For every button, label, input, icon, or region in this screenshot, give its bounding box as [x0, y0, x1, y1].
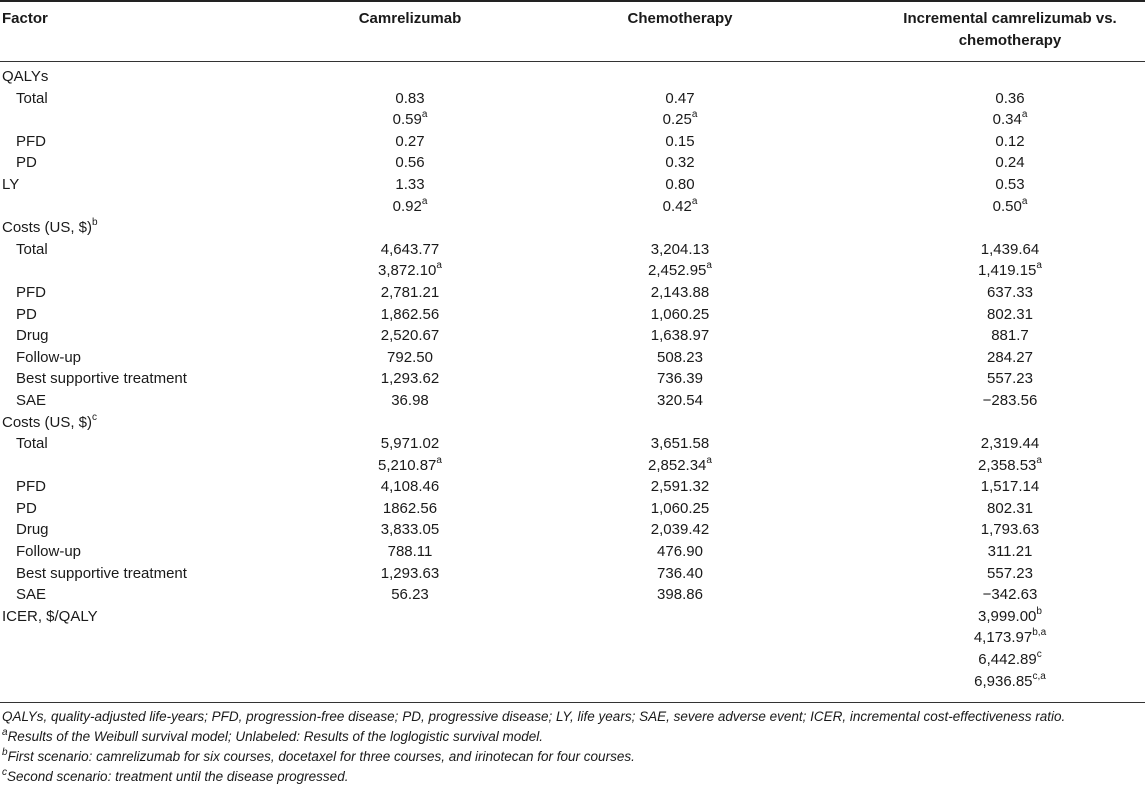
camrelizumab-value: 3,833.05	[380, 521, 440, 539]
table-row	[0, 196, 1145, 218]
chemotherapy-value: 508.23	[657, 348, 703, 366]
table-row	[0, 174, 1145, 196]
footnote-marker: a	[1036, 454, 1042, 466]
incremental-value: 881.7	[991, 327, 1029, 345]
row-label: PD	[16, 305, 37, 323]
table-row	[0, 325, 1145, 347]
table-row	[0, 260, 1145, 282]
incremental-value: 1,517.14	[980, 478, 1040, 496]
row-label: Drug	[16, 327, 49, 345]
footnote-marker: b	[2, 746, 8, 758]
chemotherapy-value: 736.40	[657, 564, 703, 582]
table-row	[0, 433, 1145, 455]
row-label: Best supportive treatment	[16, 370, 187, 388]
table-header	[0, 0, 1145, 61]
chemotherapy-value: 0.25$^a$	[662, 109, 698, 129]
bottom-rule	[0, 702, 1145, 703]
incremental-value: 557.23	[987, 370, 1033, 388]
footnote-line: QALYs, quality-adjusted life-years; PFD, progression-free disease; PD, progressive disease; LY, life years; SAE, severe adverse event; ICER, incremental cost-effectiveness ratio.	[2, 709, 1066, 724]
camrelizumab-value: 0.59$^a$	[392, 109, 428, 129]
footnote-marker: b,a	[1032, 627, 1047, 639]
row-label: LY	[2, 175, 20, 193]
row-label: Best supportive treatment	[16, 564, 187, 582]
table-row	[0, 584, 1145, 606]
header-incremental-line1: Incremental camrelizumab vs.	[903, 10, 1117, 27]
table-footnotes	[2, 707, 1145, 787]
header-factor: Factor	[2, 10, 48, 27]
table-row	[0, 498, 1145, 520]
table-row	[0, 606, 1145, 628]
footnote-marker: a	[2, 726, 8, 738]
footnote-marker: b	[1036, 605, 1042, 617]
chemotherapy-value: 0.32	[665, 154, 695, 172]
table-row	[0, 66, 1145, 88]
footnote-marker: a	[691, 109, 698, 121]
camrelizumab-value: 5,971.02	[380, 435, 440, 453]
footnote-marker: a	[1021, 195, 1028, 207]
incremental-value: 4,173.97$^{b,a}$	[973, 627, 1047, 647]
footnote-marker: a	[1021, 109, 1028, 121]
incremental-value: 802.31	[987, 305, 1033, 323]
camrelizumab-value: 1862.56	[382, 499, 438, 517]
chemotherapy-value: 476.90	[657, 543, 703, 561]
table-row	[0, 217, 1145, 239]
incremental-value: 0.24	[995, 154, 1025, 172]
chemotherapy-value: 2,591.32	[650, 478, 710, 496]
row-label: ICER, $/QALY	[2, 607, 98, 625]
camrelizumab-value: 788.11	[387, 543, 433, 561]
footnote-marker: a	[691, 195, 698, 207]
chemotherapy-value: 0.15	[665, 132, 695, 150]
row-label: PFD	[16, 283, 46, 301]
incremental-value: 0.53	[995, 175, 1025, 193]
row-label: Total	[16, 435, 48, 453]
table-row	[0, 304, 1145, 326]
camrelizumab-value: 0.92$^a$	[392, 195, 428, 215]
incremental-value: 0.50$^a$	[992, 195, 1028, 215]
row-label: Costs (US, $)$^c$	[2, 411, 98, 431]
incremental-value: −283.56	[982, 391, 1038, 409]
chemotherapy-value: 0.42$^a$	[662, 195, 698, 215]
incremental-value: 0.34$^a$	[992, 109, 1028, 129]
row-label: Costs (US, $)$^b$	[2, 217, 98, 237]
header-camrelizumab: Camrelizumab	[358, 10, 462, 27]
footnote-marker: c	[1036, 649, 1042, 661]
incremental-value: −342.63	[982, 586, 1038, 604]
incremental-value: 3,999.00$^b$	[978, 605, 1042, 625]
footnote-marker: a	[436, 454, 442, 466]
camrelizumab-value: 4,643.77	[380, 240, 440, 258]
row-label: Follow-up	[16, 348, 82, 366]
header-incremental	[880, 8, 1140, 52]
table-row	[0, 88, 1145, 110]
row-label: Total	[16, 89, 48, 107]
camrelizumab-value: 0.83	[395, 89, 425, 107]
table-row	[0, 131, 1145, 153]
chemotherapy-value: 3,651.58	[650, 435, 710, 453]
table-row	[0, 455, 1145, 477]
camrelizumab-value: 2,781.21	[380, 283, 440, 301]
chemotherapy-value: 1,060.25	[650, 305, 710, 323]
table-row	[0, 541, 1145, 563]
table-row	[0, 152, 1145, 174]
chemotherapy-value: 736.39	[657, 370, 703, 388]
incremental-value: 311.21	[987, 543, 1033, 561]
incremental-value: 557.23	[987, 564, 1033, 582]
row-label: Total	[16, 240, 48, 258]
footnote-line: $^b$First scenario: camrelizumab for six courses, docetaxel for three courses, and irinotecan for four courses.	[2, 746, 635, 764]
camrelizumab-value: 792.50	[387, 348, 433, 366]
table-row	[0, 627, 1145, 649]
camrelizumab-value: 5,210.87$^a$	[378, 454, 442, 474]
chemotherapy-value: 320.54	[657, 391, 703, 409]
incremental-value: 0.36	[995, 89, 1025, 107]
incremental-value: 2,358.53$^a$	[978, 454, 1042, 474]
chemotherapy-value: 2,852.34$^a$	[648, 454, 712, 474]
footnote-marker: a	[1036, 260, 1042, 272]
row-label: SAE	[16, 586, 47, 604]
chemotherapy-value: 1,060.25	[650, 499, 710, 517]
camrelizumab-value: 4,108.46	[380, 478, 440, 496]
camrelizumab-value: 0.27	[395, 132, 425, 150]
footnote-marker: a	[706, 260, 712, 272]
row-label: PFD	[16, 478, 46, 496]
table-row	[0, 239, 1145, 261]
table-row	[0, 282, 1145, 304]
camrelizumab-value: 36.98	[391, 391, 429, 409]
incremental-value: 2,319.44	[980, 435, 1040, 453]
row-label: PD	[16, 499, 37, 517]
chemotherapy-value: 2,452.95$^a$	[648, 260, 712, 280]
header-chemotherapy: Chemotherapy	[627, 10, 733, 27]
incremental-value: 1,439.64	[980, 240, 1040, 258]
incremental-value: 0.12	[995, 132, 1025, 150]
footnote-marker: a	[421, 195, 428, 207]
footnote-marker: b	[92, 217, 98, 229]
chemotherapy-value: 2,039.42	[650, 521, 710, 539]
row-label: QALYs	[2, 68, 49, 85]
table-body	[0, 66, 1145, 692]
footnote-line: $^a$Results of the Weibull survival model; Unlabeled: Results of the loglogistic survival model.	[2, 726, 544, 744]
table-row	[0, 109, 1145, 131]
row-label: Follow-up	[16, 543, 82, 561]
camrelizumab-value: 0.56	[395, 154, 425, 172]
chemotherapy-value: 0.80	[665, 175, 695, 193]
incremental-value: 802.31	[987, 499, 1033, 517]
incremental-value: 6,442.89$^c$	[978, 649, 1042, 669]
table-row	[0, 412, 1145, 434]
footnote-marker: c	[92, 411, 98, 423]
table-row	[0, 563, 1145, 585]
chemotherapy-value: 0.47	[665, 89, 695, 107]
footnote-line: $^c$Second scenario: treatment until the disease progressed.	[2, 766, 349, 784]
row-label: SAE	[16, 391, 47, 409]
camrelizumab-value: 2,520.67	[380, 327, 440, 345]
footnote-marker: a	[421, 109, 428, 121]
footnote-marker: c	[2, 766, 7, 778]
footnote-marker: a	[436, 260, 442, 272]
camrelizumab-value: 56.23	[391, 586, 429, 604]
chemotherapy-value: 2,143.88	[650, 283, 710, 301]
table-row	[0, 649, 1145, 671]
incremental-value: 1,419.15$^a$	[978, 260, 1042, 280]
row-label: Drug	[16, 521, 49, 539]
row-label: PD	[16, 154, 37, 172]
chemotherapy-value: 3,204.13	[650, 240, 710, 258]
header-incremental-line2: chemotherapy	[958, 32, 1062, 49]
camrelizumab-value: 1,293.62	[380, 370, 440, 388]
table-row	[0, 476, 1145, 498]
table-row	[0, 390, 1145, 412]
camrelizumab-value: 1,862.56	[380, 305, 440, 323]
row-label: PFD	[16, 132, 46, 150]
chemotherapy-value: 398.86	[657, 586, 703, 604]
table-row	[0, 368, 1145, 390]
camrelizumab-value: 3,872.10$^a$	[378, 260, 442, 280]
chemotherapy-value: 1,638.97	[650, 327, 710, 345]
header-rule	[0, 61, 1145, 62]
table-row	[0, 671, 1145, 693]
table-row	[0, 519, 1145, 541]
incremental-value: 1,793.63	[980, 521, 1040, 539]
incremental-value: 637.33	[987, 283, 1033, 301]
footnote-marker: c,a	[1032, 670, 1046, 682]
footnote-marker: a	[706, 454, 712, 466]
incremental-value: 6,936.85$^{c,a}$	[974, 670, 1046, 690]
camrelizumab-value: 1.33	[395, 175, 425, 193]
incremental-value: 284.27	[987, 348, 1033, 366]
camrelizumab-value: 1,293.63	[380, 564, 440, 582]
table-row	[0, 347, 1145, 369]
